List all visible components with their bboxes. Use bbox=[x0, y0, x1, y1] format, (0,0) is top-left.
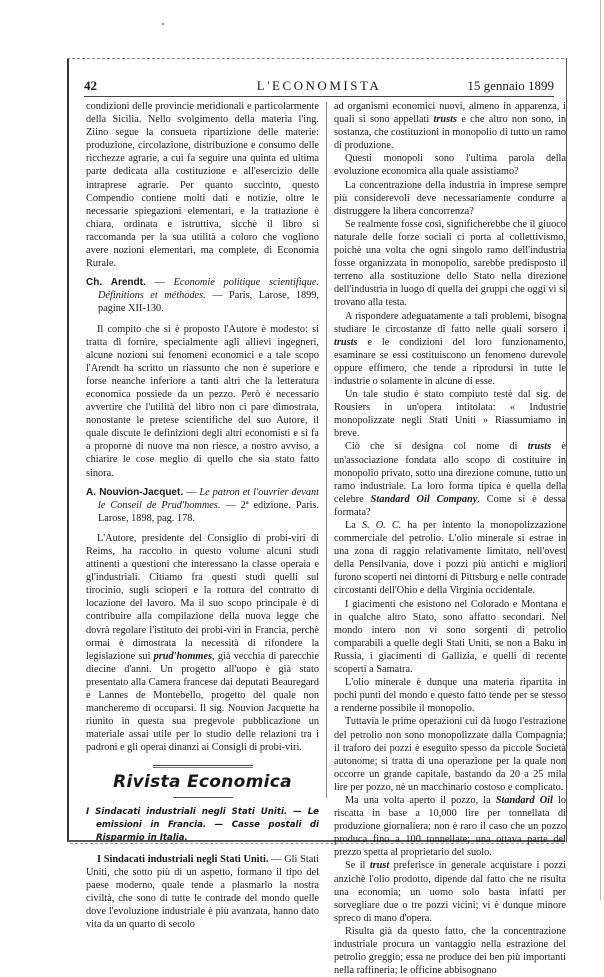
paragraph: condizioni delle provincie meridionali e particolarmente della Sicilia. Nello svolgimento della materia l'ing. Ziino segue la consueta ripartizione delle materie: produzione, circolazione, distribuzione e consumo delle ricchezze agrarie, a cui fa seguire una quinta ed ultima parte dedicata alla costituzione e all'esercizio delle intraprese agrarie. Per quanto succinto, questo Compendio contiene molti dati e notizie, oltre le necessarie spiegazioni elementari, e la trattazione è chiara, ordinata e istruttiva, sicchè il libro si raccomanda per la sua utilità a coloro che vogliono avere nozioni elementari, ma complete, di Economia Rurale. bbox=[86, 101, 319, 270]
emphasis: prud'hommes bbox=[153, 650, 213, 662]
emphasis: trusts bbox=[433, 114, 458, 126]
header-rule bbox=[84, 96, 554, 97]
scan-speck bbox=[162, 23, 164, 25]
bibliography-entry-nouvion-jacquet bbox=[86, 486, 319, 525]
paragraph: Tuttavia le prime operazioni cui dà luogo l'estrazione del petrolio non sono monopolizzate dalla Compagnia; il traforo dei pozzi è eseguito spesso da piccole Società autonome; si tratta di una operazione per la quale non occorre un grande capitale, bastando da 20 a 25 mila lire per pozzo, nè un macchinario costoso e complicato. bbox=[334, 716, 566, 793]
left-column bbox=[86, 100, 319, 931]
page-number: 42 bbox=[84, 78, 97, 93]
bib-author: Ch. Arendt. bbox=[86, 277, 146, 289]
paragraph bbox=[334, 440, 566, 519]
paragraph: Un tale studio è stato compiuto testè dal sig. de Rousiers in un'opera intitolata: « Industrie monopolizzate negli Stati Uniti » Riassumiamo in breve. bbox=[334, 389, 566, 440]
section-rule bbox=[153, 765, 253, 768]
issue-date: 15 gennaio 1899 bbox=[467, 78, 554, 93]
text-run: lo riscatta in base a 10,000 lire per tonnellata di produzione giornaliera; non è raro il caso che un pozzo produca fino a 100 tonnellate; una ottava parte del prezzo spetta al proprietario del suolo. bbox=[334, 794, 566, 859]
bib-publication: — Paris, Larose, 1899, pagine XII-130. bbox=[98, 290, 319, 315]
bib-title: Le patron et l'ouvrier devant le Conseil de Prud'hommes. bbox=[98, 486, 319, 511]
section-title-rule bbox=[173, 797, 233, 798]
paragraph: La concentrazione della industria in imprese sempre più considerevoli deve necessariamente condurre a distruggere la libera concorrenza? bbox=[334, 179, 566, 217]
lead-heading: I Sindacati industriali negli Stati Uniti. bbox=[97, 853, 269, 865]
emphasis: Standard Oil bbox=[495, 794, 553, 806]
paragraph: L'olio minerale è dunque una materia ripartita in pochi punti del mondo e questo fatto tende per se stesso a renderne possibile il monopolio. bbox=[334, 677, 566, 715]
bib-author: A. Nouvion-Jacquet. bbox=[86, 486, 184, 498]
paragraph bbox=[334, 859, 566, 924]
text-run: preferisce in generale acquistare i pozzi anzichè l'olio prodotto, dipende dal fatto che ne risulta una economia; un uomo solo basta infatti per sorvegliare due o tre pozzi vicini; vi è dunque minore spreco di mano d'opera. bbox=[334, 860, 566, 924]
scan-edge bbox=[600, 0, 601, 900]
paragraph: Il compito che si è proposto l'Autore è modesto: si tratta di fornire, specialmente agli allievi ingegneri, alcune nozioni sui fenomeni economici e a tale scopo l'Arendt ha scritto un riassunto che non è superiore e forse neanche inferiore a tanti altri che la letteratura economica possiede da un pezzo. Però è necessario avvertire che l'utilità del libro non ci pare dimostrata, nonostante le pretese scientifiche del suo Autore, il quale discute le definizioni degli altri economisti e si fa a proporne di nuove ma non riesce, a nostro avviso, a chiarire le cose meglio di quello che sia stato fatto sinora. bbox=[86, 323, 319, 479]
paragraph: Se realmente fosse così, significherebbe che il giuoco naturale delle forze sociali ci porta al collettivismo, poichè una volta che ogni singolo ramo dell'industria fosse organizzata in monopolio, sarebbe predisposto il terreno alla sostituzione dello Stato nella direzione dell'industria in luogo di quella dei gruppi che oggi vi si trovano alla testa. bbox=[334, 218, 566, 309]
emphasis: Standard Oil Company bbox=[370, 493, 478, 505]
text-run: L'Autore, presidente del Consiglio di probi-viri di Reims, ha raccolto in questo volume alcuni studi attinenti a questioni che interessano la classe operaia e gl'industriali. Citiamo fra questi studi quelli sul tirocinio, sugli scioperi e la rottura del contratto di locazione del lavoro. Ma il suo scopo principale è di contribuire alla compilazione della nuova legge che dovrà regolare l'istituto dei probi-viri in Francia, perchè ormai è dimostrata la necessità di rifondere la legislazione sui bbox=[86, 532, 319, 662]
text-run: e che altro non sono, in sostanza, che costituzioni in monopolio di tutto un ramo di produzione. bbox=[334, 114, 566, 152]
paragraph bbox=[334, 100, 566, 152]
emphasis: S. O. C. bbox=[361, 520, 402, 531]
right-column bbox=[334, 100, 566, 977]
lead-paragraph bbox=[86, 853, 319, 932]
text-run: Ciò che si designa col nome di bbox=[345, 441, 528, 453]
section-summary: I Sindacati industriali negli Stati Uniti. — Le emissioni in Francia. — Casse postali di Risparmio in Italia. bbox=[86, 806, 319, 843]
text-run: ha per intento la monopolizzazione commerciale del petrolio. L'olio minerale si estrae in una zona di raggio relativamente limitato, nell'ovest della Pensilvania, dove i pozzi più antichi e migliori furono scoperti nei dintorni di Pittsburg e nelle contrade circostanti dell'Ohio e della Virginia occidentale. bbox=[334, 520, 567, 597]
emphasis: trust bbox=[369, 860, 390, 872]
paragraph: I giacimenti che esistono nel Colorado e Montana e in qualche altro Stato, sono affatto secondari. Nel mondo intero non vi sono sorgenti di petrolio comparabili a quelle degli Stati Uniti, se non a Baku in Russia, i giacimenti di Gallizia, e quelli di recente scoperti a Samatra. bbox=[334, 598, 566, 676]
paragraph: Questi monopoli sono l'ultima parola della evoluzione economica alla quale assistiamo? bbox=[334, 153, 566, 178]
paragraph bbox=[334, 794, 566, 859]
running-header bbox=[84, 78, 554, 96]
bib-dash: — bbox=[183, 486, 200, 498]
text-run: e le condizioni del loro funzionamento, esaminare se essi costituiscono un fenomeno durevole oppure effimero, che tende a riprodursi in tutte le industrie o solamente in alcune di esse. bbox=[334, 336, 566, 387]
bib-dash: — bbox=[145, 277, 174, 289]
bib-publication: — 2ª edizione. Paris. Larose, 1898, pag. 178. bbox=[98, 499, 320, 524]
text-run: A rispondere adeguatamente a tali problemi, bisogna studiare le circostanze di fatto nelle quali sorsero i bbox=[334, 310, 566, 335]
frame-top-rule bbox=[67, 58, 564, 59]
emphasis: trusts bbox=[334, 336, 358, 348]
text-run: ad organismi economici nuovi, almeno in apparenza, i quali si sono appellati bbox=[334, 101, 566, 126]
paragraph bbox=[334, 310, 566, 389]
paragraph: Risulta già da questo fatto, che la concentrazione industriale procura un vantaggio nella estrazione del petrolio greggio; essa ne produce dei ben più importanti nella raffineria; le officine abbisognano bbox=[334, 925, 566, 977]
bib-title: Economie politique scientifique. Définitions et méthodes. bbox=[98, 277, 319, 302]
text-run: . Come si è dessa formata? bbox=[334, 493, 566, 518]
emphasis: trusts bbox=[527, 441, 552, 453]
journal-title: L'ECONOMISTA bbox=[256, 78, 382, 93]
paragraph bbox=[334, 519, 566, 598]
text-run: è un'associazione fondata allo scopo di costituire in monopolio privato, sotto una direzione comune, tutto un ramo industriale. La loro forma tipica è quella della celebre bbox=[334, 441, 566, 505]
paragraph bbox=[86, 532, 319, 755]
text-run: La bbox=[345, 520, 362, 531]
text-run: Ma una volta aperto il pozzo, la bbox=[345, 794, 496, 806]
text-run: Se il bbox=[345, 860, 370, 872]
section-title: Rivista Economica bbox=[113, 771, 292, 792]
text-run: — Gli Stati Uniti, che sotto più di un aspetto, formano il tipo del paese moderno, quale tende a plasmarlo la nostra civiltà, che sono di tutte le contrade del mondo quelle dove l'evoluzione industriale è più avanzata, hanno dato vita da un quarto di secolo bbox=[86, 853, 319, 931]
column-divider bbox=[326, 102, 327, 798]
text-run: , già vecchia di parecchie diecine d'anni. Un progetto all'uopo è già stato presentato alla Camera francese dai deputati Beauregard e Lannes de Montebello, progetto del quale non mancheremo di occuparsi. Il sig. Nouvion Jacquette ha riunito in questa sua pregevole pubblicazione un materiale assai utile per lo studio delle relazioni tra i padroni e gli operai dinanzi ai Consigli di probi-viri. bbox=[86, 650, 319, 754]
bibliography-entry-arendt bbox=[86, 276, 319, 315]
